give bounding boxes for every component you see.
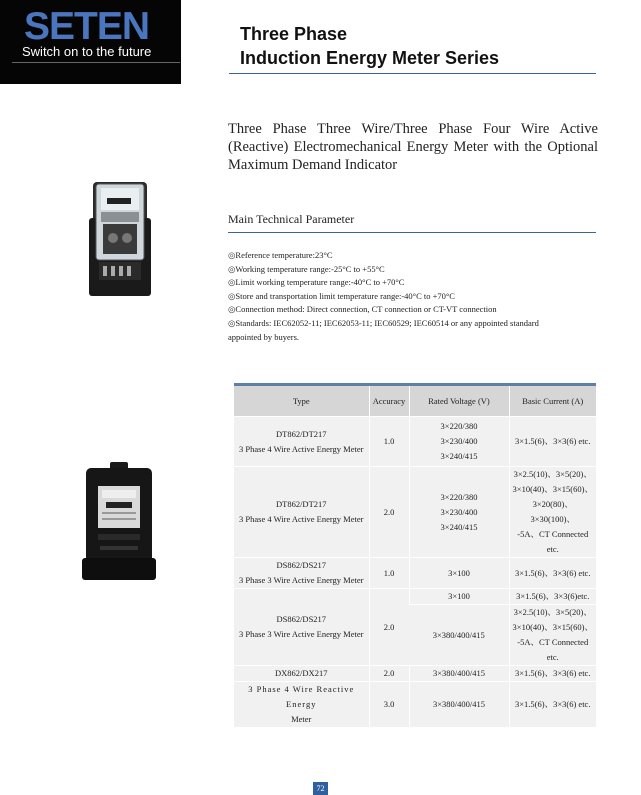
section-heading: Main Technical Parameter: [228, 212, 355, 226]
type-cell: [234, 682, 369, 728]
type-cell: [234, 558, 369, 589]
type-cell: [234, 417, 369, 467]
voltage-cell: 3×220/380 3×230/400 3×240/415: [409, 417, 509, 467]
model-description: 3 Phase 4 Wire Active Energy Meter: [239, 443, 364, 454]
parameter-item: ◎Store and transportation limit temperature range:-40°C to +70°C: [228, 290, 455, 301]
type-cell: DX862/DX217: [234, 666, 369, 682]
page-title: [240, 22, 499, 70]
accuracy-cell: 1.0: [369, 558, 409, 589]
current-cell: 3×1.5(6)、3×3(6) etc.: [509, 682, 596, 728]
table-row: [234, 467, 596, 558]
spec-table: [234, 383, 596, 727]
model-name: DT862/DT217: [275, 428, 327, 439]
page-number: 72: [313, 782, 328, 795]
voltage-cell: 3×380/400/415: [409, 605, 509, 666]
current-cell: 3×2.5(10)、3×5(20)、 3×10(40)、3×15(60)、 3×20(80)、3×30(100)、 -5A、CT Connected etc.: [509, 467, 596, 558]
type-cell: [234, 589, 369, 666]
accuracy-cell: 1.0: [369, 417, 409, 467]
type-cell: [234, 467, 369, 558]
model-description: 3 Phase 4 Wire Reactive Energy: [248, 684, 355, 709]
bullet-icon: ◎: [228, 263, 236, 274]
bullet-icon: ◎: [228, 317, 236, 328]
parameter-item: ◎Limit working temperature range:-40°C to +70°C: [228, 277, 405, 288]
parameter-item-continuation: appointed by buyers.: [228, 331, 300, 342]
intro-paragraph: Three Phase Three Wire/Three Phase Four Wire Active (Reactive) Electromechanical Energy Meter with the Optional Maximum Demand Indicator: [228, 121, 598, 173]
voltage-cell: 3×100: [409, 558, 509, 589]
current-cell: 3×1.5(6)、3×3(6) etc.: [509, 558, 596, 589]
column-header: Rated Voltage (V): [409, 386, 509, 417]
current-cell: 3×2.5(10)、3×5(20)、 3×10(40)、3×15(60)、 -5A、CT Connected etc.: [509, 605, 596, 666]
table-row: [234, 417, 596, 467]
page-title-line-1: Three Phase: [240, 24, 348, 44]
logo-tagline: Switch on to the future: [22, 44, 152, 59]
table-row: [234, 589, 596, 605]
accuracy-cell: 2.0: [369, 467, 409, 558]
logo-divider: [12, 62, 180, 63]
meter-photo-transparent-cover: [85, 178, 155, 298]
parameter-list: [228, 249, 608, 344]
accuracy-cell: 3.0: [369, 682, 409, 728]
column-header: Basic Current (A): [509, 386, 596, 417]
model-name: DT862/DT217: [275, 499, 327, 509]
logo-wordmark: SETEN: [24, 5, 150, 48]
parameter-item: ◎Reference temperature:23°C: [228, 250, 333, 260]
voltage-cell: 3×380/400/415: [409, 666, 509, 682]
parameter-item: ◎Working temperature range:-25°C to +55°C: [228, 263, 385, 274]
table-row: [234, 682, 596, 728]
current-cell: 3×1.5(6)、3×3(6)etc.: [509, 589, 596, 605]
column-header: Accuracy: [369, 386, 409, 417]
bullet-icon: ◎: [228, 290, 236, 301]
current-cell: 3×1.5(6)、3×3(6) etc.: [509, 417, 596, 467]
section-divider: [228, 232, 596, 233]
voltage-cell: 3×220/380 3×230/400 3×240/415: [409, 467, 509, 558]
table-row: [234, 666, 596, 682]
bullet-icon: ◎: [228, 304, 236, 315]
parameter-item: ◎Standards: IEC62052-11; IEC62053-11; IEC60529; IEC60514 or any appointed standard: [228, 317, 539, 328]
current-cell: 3×1.5(6)、3×3(6) etc.: [509, 666, 596, 682]
model-description: 3 Phase 3 Wire Active Energy Meter: [239, 629, 364, 639]
table-header-row: [234, 386, 596, 417]
accuracy-cell: 2.0: [369, 666, 409, 682]
header-divider: [229, 73, 596, 74]
parameter-item: ◎Connection method: Direct connection, CT connection or CT-VT connection: [228, 304, 497, 315]
model-description: 3 Phase 3 Wire Active Energy Meter: [239, 575, 364, 585]
page-title-line-2: Induction Energy Meter Series: [240, 48, 500, 68]
model-name: DS862/DS217: [276, 560, 327, 570]
column-header: Type: [234, 386, 369, 417]
model-description: 3 Phase 4 Wire Active Energy Meter: [239, 514, 364, 524]
accuracy-cell: 2.0: [369, 589, 409, 666]
voltage-cell: 3×100: [409, 589, 509, 605]
brand-logo: [0, 0, 181, 84]
meter-photo-black: [80, 462, 158, 584]
voltage-cell: 3×380/400/415: [409, 682, 509, 728]
table-row: [234, 558, 596, 589]
bullet-icon: ◎: [228, 277, 236, 288]
model-description-cont: Meter: [291, 714, 312, 724]
bullet-icon: ◎: [228, 250, 236, 260]
model-name: DS862/DS217: [276, 614, 327, 624]
